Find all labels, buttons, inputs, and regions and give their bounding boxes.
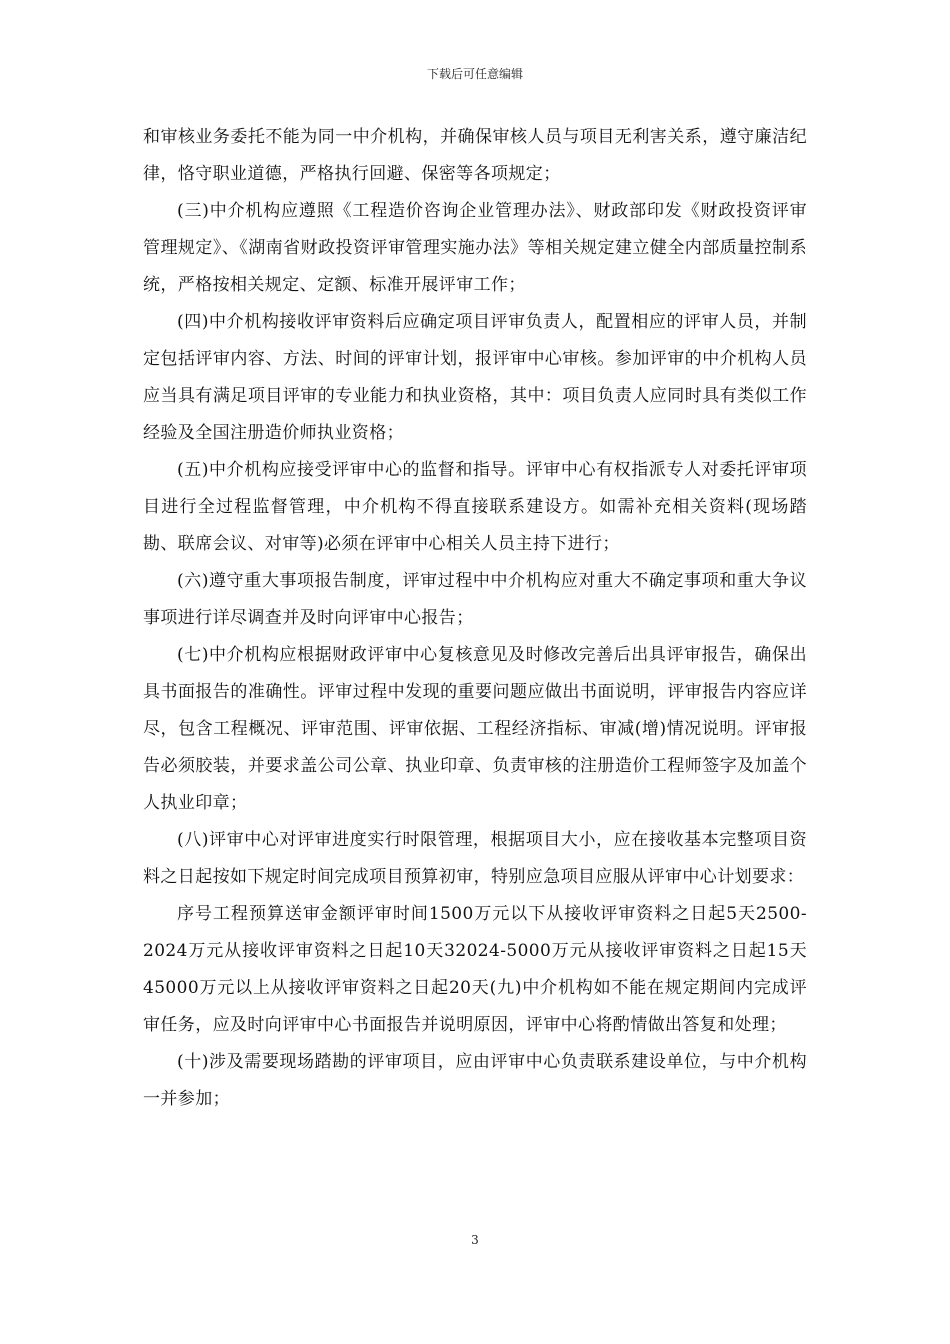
page-header: 下载后可任意编辑 bbox=[426, 67, 523, 81]
paragraph-continuation: 和审核业务委托不能为同一中介机构，并确保审核人员与项目无利害关系，遵守廉洁纪律，恪守职业道德，严格执行回避、保密等各项规定； bbox=[143, 127, 807, 184]
paragraph-item-5: (五)中介机构应接受评审中心的监督和指导。评审中心有权指派专人对委托评审项目进行全过程监督管理，中介机构不得直接联系建设方。如需补充相关资料(现场踏勘、联席会议、对审等)必须在评审中心相关人员主持下进行； bbox=[143, 460, 807, 554]
paragraph-item-7: (七)中介机构应根据财政评审中心复核意见及时修改完善后出具评审报告，确保出具书面报告的准确性。评审过程中发现的重要问题应做出书面说明，评审报告内容应详尽，包含工程概况、评审范围、评审依据、工程经济指标、审减(增)情况说明。评审报告必须胶装，并要求盖公司公章、执业印章、负责审核的注册造价工程师签字及加盖个人执业印章； bbox=[143, 645, 807, 813]
page-number: 3 bbox=[471, 1233, 479, 1247]
paragraph-schedule-and-item-9: 序号工程预算送审金额评审时间1500万元以下从接收评审资料之日起5天2500-2024万元从接收评审资料之日起10天32024-5000万元从接收评审资料之日起15天45000万元以上从接收评审资料之日起20天(九)中介机构如不能在规定期间内完成评审任务，应及时向评审中心书面报告并说明原因，评审中心将酌情做出答复和处理； bbox=[143, 904, 807, 1035]
paragraph-item-4: (四)中介机构接收评审资料后应确定项目评审负责人，配置相应的评审人员，并制定包括评审内容、方法、时间的评审计划，报评审中心审核。参加评审的中介机构人员应当具有满足项目评审的专业能力和执业资格，其中：项目负责人应同时具有类似工作经验及全国注册造价师执业资格； bbox=[143, 312, 807, 443]
paragraph-item-10: (十)涉及需要现场踏勘的评审项目，应由评审中心负责联系建设单位，与中介机构一并参加； bbox=[143, 1052, 807, 1109]
document-body bbox=[143, 119, 807, 1118]
paragraph-item-6: (六)遵守重大事项报告制度，评审过程中中介机构应对重大不确定事项和重大争议事项进行详尽调查并及时向评审中心报告； bbox=[143, 571, 807, 628]
paragraph-item-3: (三)中介机构应遵照《工程造价咨询企业管理办法》、财政部印发《财政投资评审管理规定》、《湖南省财政投资评审管理实施办法》等相关规定建立健全内部质量控制系统，严格按相关规定、定额、标准开展评审工作； bbox=[143, 201, 807, 295]
paragraph-item-8: (八)评审中心对评审进度实行时限管理，根据项目大小，应在接收基本完整项目资料之日起按如下规定时间完成项目预算初审，特别应急项目应服从评审中心计划要求： bbox=[143, 830, 807, 887]
